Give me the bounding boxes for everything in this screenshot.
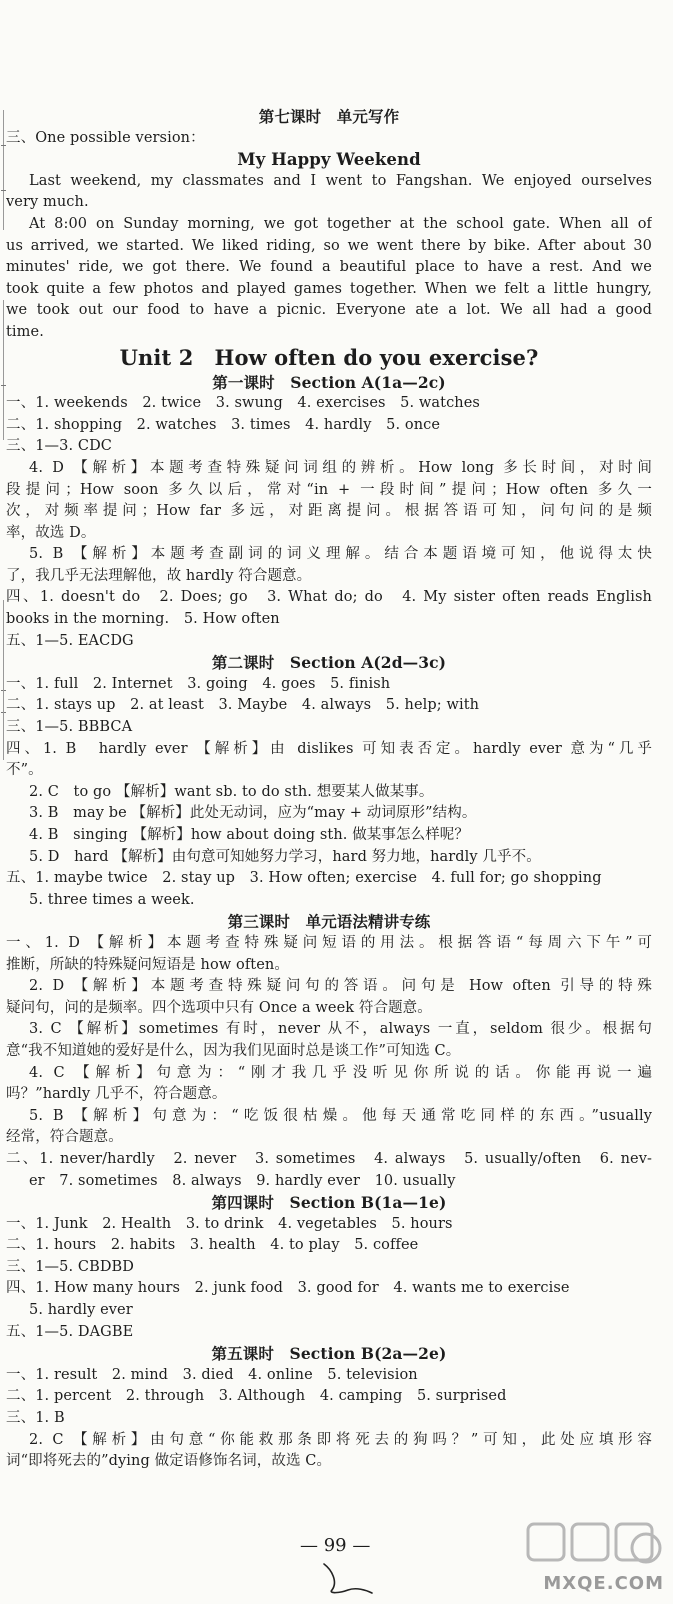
text-line: 二、1. shopping 2. watches 3. times 4. hardly 5. once (6, 416, 441, 433)
text-line: 5. hardly ever (29, 1302, 133, 1319)
text-line: 五、1—5. EACDG (6, 632, 134, 649)
text-line: 2. C to go 【解析】want sb. to do sth. 想要某人做某事。 (29, 783, 434, 800)
text-line: 2. C 【解析】由句意“你能救那条即将死去的狗吗？”可知，此处应填形容 (29, 1431, 652, 1448)
text-line: 三、1. B (6, 1410, 65, 1427)
text-line: My Happy Weekend (237, 150, 421, 170)
text-line: 2. D 【解析】本题考查特殊疑问句的答语。问句是 How often 引导的特殊 (29, 978, 652, 995)
text-line: we took out our food to have a picnic. Everyone ate a lot. We all had a good (6, 302, 652, 319)
text-line: 第二课时 Section A(2d—3c) (211, 653, 447, 673)
handwritten-mark (318, 1560, 378, 1596)
text-line: 4. D 【解析】本题考查特殊疑问词组的辨析。How long 多长时间，对时间 (29, 459, 652, 476)
text-line: books in the morning. 5. How often (6, 611, 280, 628)
text-line: 4. C 【解析】句意为：“刚才我几乎没听见你所说的话。你能再说一遍 (29, 1064, 652, 1081)
text-line: 意“我不知道她的爱好是什么，因为我们见面时总是谈工作”可知选 C。 (6, 1042, 461, 1059)
text-line: very much. (6, 194, 89, 211)
text-line: 5. B 【解析】句意为：“吃饭很枯燥。他每天通常吃同样的东西。”usually (29, 1107, 652, 1124)
text-line: 二、1. never/hardly 2. never 3. sometimes 4. always 5. usually/often 6. nev- (6, 1150, 652, 1167)
text-line: 疑问句，问的是频率。四个选项中只有 Once a week 符合题意。 (6, 999, 432, 1016)
text-line: 吗？”hardly 几乎不，符合题意。 (6, 1086, 227, 1103)
text-line: 5. three times a week. (29, 891, 195, 908)
text-line: er 7. sometimes 8. always 9. hardly ever 10. usually (29, 1172, 456, 1189)
text-line: 3. C 【解析】sometimes 有时，never 从不，always 一直，seldom 很少。根据句 (29, 1021, 652, 1038)
text-line: 推断，所缺的特殊疑问短语是 how often。 (6, 956, 289, 973)
text-line: 三、1—5. CBDBD (6, 1258, 135, 1275)
text-line: time. (6, 323, 44, 340)
text-line: 4. B singing 【解析】how about doing sth. 做某事怎么样呢？ (29, 827, 469, 843)
text-line: 三、One possible version： (6, 129, 205, 146)
text-line: 一、1. result 2. mind 3. died 4. online 5. television (6, 1366, 418, 1383)
text-line: 四、1. How many hours 2. junk food 3. good for 4. wants me to exercise (6, 1280, 570, 1297)
text-line: 第四课时 Section B(1a—1e) (211, 1193, 447, 1213)
text-line: 二、1. hours 2. habits 3. health 4. to play 5. coffee (6, 1237, 419, 1254)
text-line: minutes' ride, we got there. We found a beautiful place to have a rest. And we (6, 259, 652, 276)
text-line: 二、1. percent 2. through 3. Although 4. camping 5. surprised (6, 1388, 507, 1405)
text-line: 一、1. D 【解析】本题考查特殊疑问短语的用法。根据答语“每周六下午”可 (6, 934, 652, 951)
page-number: — 99 — (300, 1535, 371, 1556)
margin-line (3, 300, 4, 440)
watermark-text: MXQE.COM (543, 1573, 664, 1594)
text-line: 五、1—5. DAGBE (6, 1323, 134, 1340)
text-line: 一、1. full 2. Internet 3. going 4. goes 5. finish (6, 675, 391, 692)
margin-line (3, 600, 4, 760)
text-line: 词“即将死去的”dying 做定语修饰名词，故选 C。 (6, 1453, 332, 1470)
answer-text-body (6, 106, 652, 1473)
text-line: 5. D hard 【解析】由句意可知她努力学习，hard 努力地，hardly 几乎不。 (29, 848, 541, 865)
text-line: 第七课时 单元写作 (258, 107, 400, 126)
text-line: 四、1. B hardly ever 【解析】由 dislikes 可知表否定。hardly ever 意为“几乎 (6, 740, 652, 757)
site-watermark (520, 1518, 670, 1600)
text-line: 五、1. maybe twice 2. stay up 3. How often; exercise 4. full for; go shopping (6, 870, 602, 887)
text-line: 第三课时 单元语法精讲专练 (227, 912, 431, 932)
text-line: Unit 2 How often do you exercise? (119, 344, 539, 370)
text-line: At 8:00 on Sunday morning, we got together at the school gate. When all of (29, 215, 652, 232)
text-line: 三、1—3. CDC (6, 438, 112, 455)
text-line: us arrived, we started. We liked riding, so we went there by bike. After about 30 (6, 237, 652, 254)
text-line: 率，故选 D。 (6, 524, 96, 541)
text-line: 5. B 【解析】本题考查副词的词义理解。结合本题语境可知，他说得太快 (29, 546, 652, 563)
text-line: 二、1. stays up 2. at least 3. Maybe 4. always 5. help; with (6, 697, 480, 714)
text-line: 第五课时 Section B(2a—2e) (211, 1344, 447, 1364)
text-line: 第一课时 Section A(1a—2c) (212, 372, 446, 392)
text-line: 一、1. weekends 2. twice 3. swung 4. exercises 5. watches (6, 395, 480, 412)
text-line: 段提问；How soon 多久以后，常对“in + 一段时间”提问；How often 多久一 (6, 481, 652, 498)
text-line: Last weekend, my classmates and I went to Fangshan. We enjoyed ourselves (29, 172, 652, 189)
text-line: 次，对频率提问；How far 多远，对距离提问。根据答语可知，问句问的是频 (6, 503, 652, 520)
text-line: 经常，符合题意。 (6, 1129, 123, 1146)
text-line: 三、1—5. BBBCA (6, 719, 133, 736)
text-line: 了，我几乎无法理解他，故 hardly 符合题意。 (6, 567, 312, 584)
text-line: 一、1. Junk 2. Health 3. to drink 4. vegetables 5. hours (6, 1215, 453, 1232)
text-line: took quite a few photos and played games together. When we felt a little hungry, (6, 280, 652, 297)
text-line: 不”。 (6, 762, 43, 779)
margin-line (3, 110, 4, 230)
text-line: 四、1. doesn't do 2. Does; go 3. What do; do 4. My sister often reads English (6, 589, 652, 606)
text-line: 3. B may be 【解析】此处无动词，应为“may + 动词原形”结构。 (29, 805, 477, 822)
